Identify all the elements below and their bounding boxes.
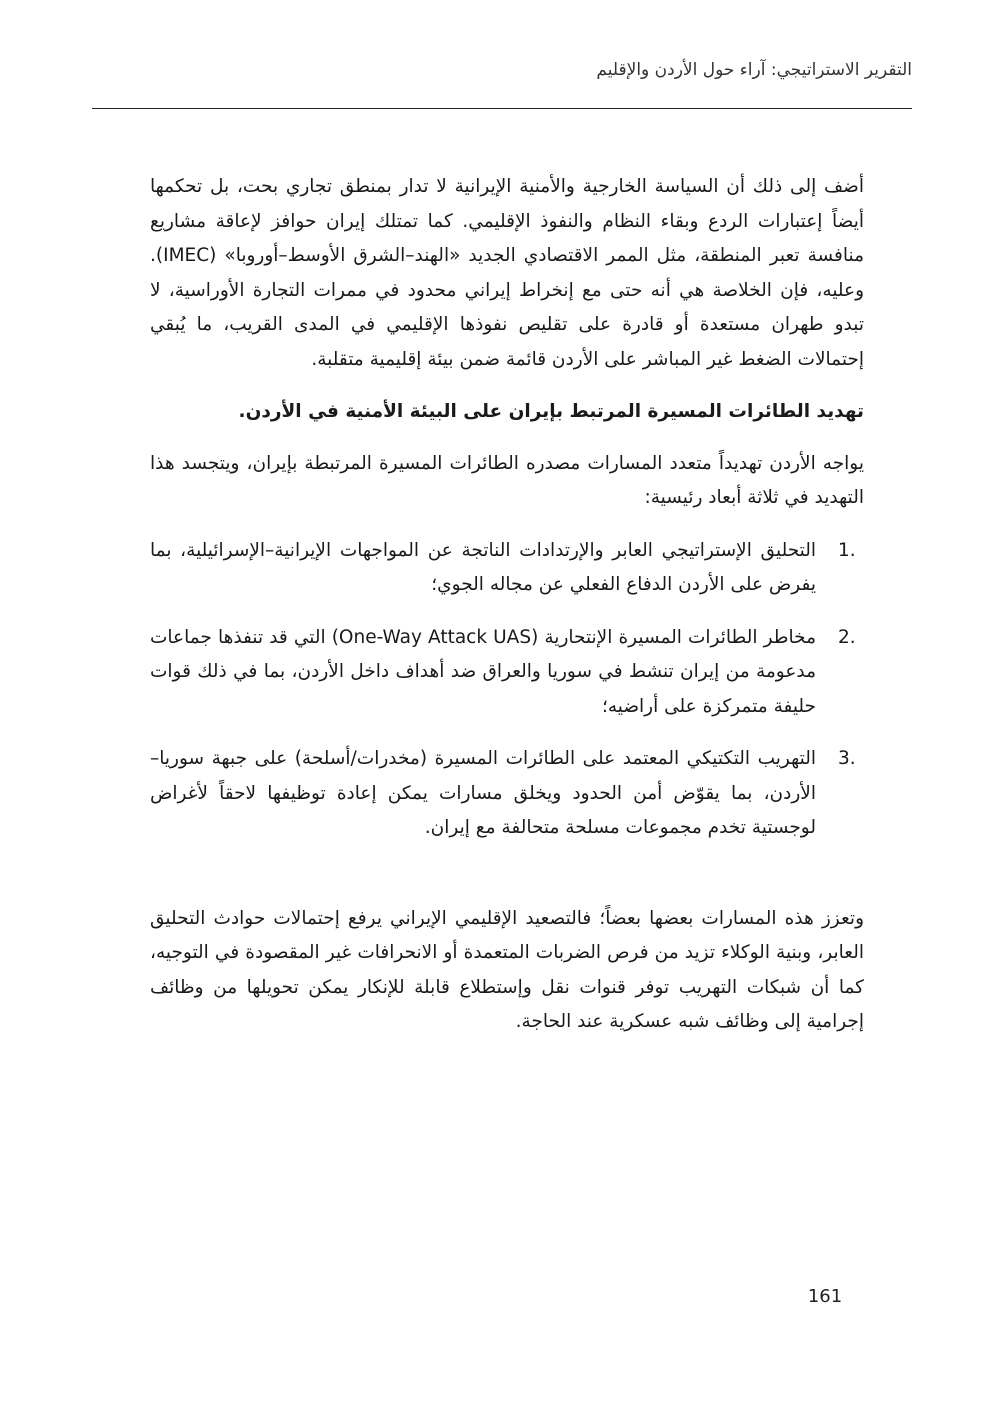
page-body <box>150 170 864 1040</box>
running-header: التقرير الاستراتيجي: آراء حول الأردن والإقليم <box>596 60 912 80</box>
header-divider <box>92 108 912 109</box>
section-heading: تهديد الطائرات المسيرة المرتبط بإيران على البيئة الأمنية في الأردن. <box>238 401 864 422</box>
list-item <box>150 742 864 846</box>
list-item-text: التحليق الإستراتيجي العابر والإرتدادات الناتجة عن المواجهات الإيرانية–الإسرائيلية، بما يفرض على الأردن الدفاع الفعلي عن مجاله الجوي؛ <box>150 539 816 595</box>
list-item <box>150 534 864 603</box>
list-item-number: 2. <box>838 626 856 648</box>
page-number: 161 <box>807 1286 843 1307</box>
list-item-number: 1. <box>838 539 856 561</box>
list-item-number: 3. <box>838 748 856 769</box>
paragraph-threat-overview: يواجه الأردن تهديداً متعدد المسارات مصدره الطائرات المسيرة المرتبطة بإيران، ويتجسد هذا التهديد في ثلاثة أبعاد رئيسية: <box>150 452 864 508</box>
list-item <box>150 621 864 725</box>
threat-dimensions-list <box>150 534 864 846</box>
paragraph-intro: أضف إلى ذلك أن السياسة الخارجية والأمنية الإيرانية لا تدار بمنطق تجاري بحت، بل تحكمها أيضاً إعتبارات الردع وبقاء النظام والنفوذ الإقليمي. كما تمتلك إيران حوافز لإعاقة مشاريع منافسة تعبر المنطقة، مثل الممر الاقتصادي الجديد «الهند–الشرق الأوسط–أوروبا» (IMEC). وعليه، فإن الخلاصة هي أنه حتى مع إنخراط إيراني محدود في ممرات التجارة الأوراسية، لا تبدو طهران مستعدة أو قادرة على تقليص نفوذها الإقليمي في المدى القريب، ما يُبقي إحتمالات الضغط غير المباشر على الأردن قائمة ضمن بيئة إقليمية متقلبة. <box>150 176 864 370</box>
paragraph-conclusion: وتعزز هذه المسارات بعضها بعضاً؛ فالتصعيد الإقليمي الإيراني يرفع إحتمالات حوادث التحليق العابر، وبنية الوكلاء تزيد من فرص الضربات المتعمدة أو الانحرافات غير المقصودة في التوجيه، كما أن شبكات التهريب توفر قنوات نقل وإستطلاع قابلة للإنكار يمكن تحويلها من وظائف إجرامية إلى وظائف شبه عسكرية عند الحاجة. <box>150 907 864 1032</box>
list-item-text: التهريب التكتيكي المعتمد على الطائرات المسيرة (مخدرات/أسلحة) على جبهة سوريا–الأردن، بما يقوّض أمن الحدود ويخلق مسارات يمكن إعادة توظيفها لاحقاً لأغراض لوجستية تخدم مجموعات مسلحة متحالفة مع إيران. <box>150 748 816 838</box>
list-item-text: مخاطر الطائرات المسيرة الإنتحارية (One-Way Attack UAS) التي قد تنفذها جماعات مدعومة من إيران تنشط في سوريا والعراق ضد أهداف داخل الأردن، بما في ذلك قوات حليفة متمركزة على أراضيه؛ <box>150 626 816 717</box>
